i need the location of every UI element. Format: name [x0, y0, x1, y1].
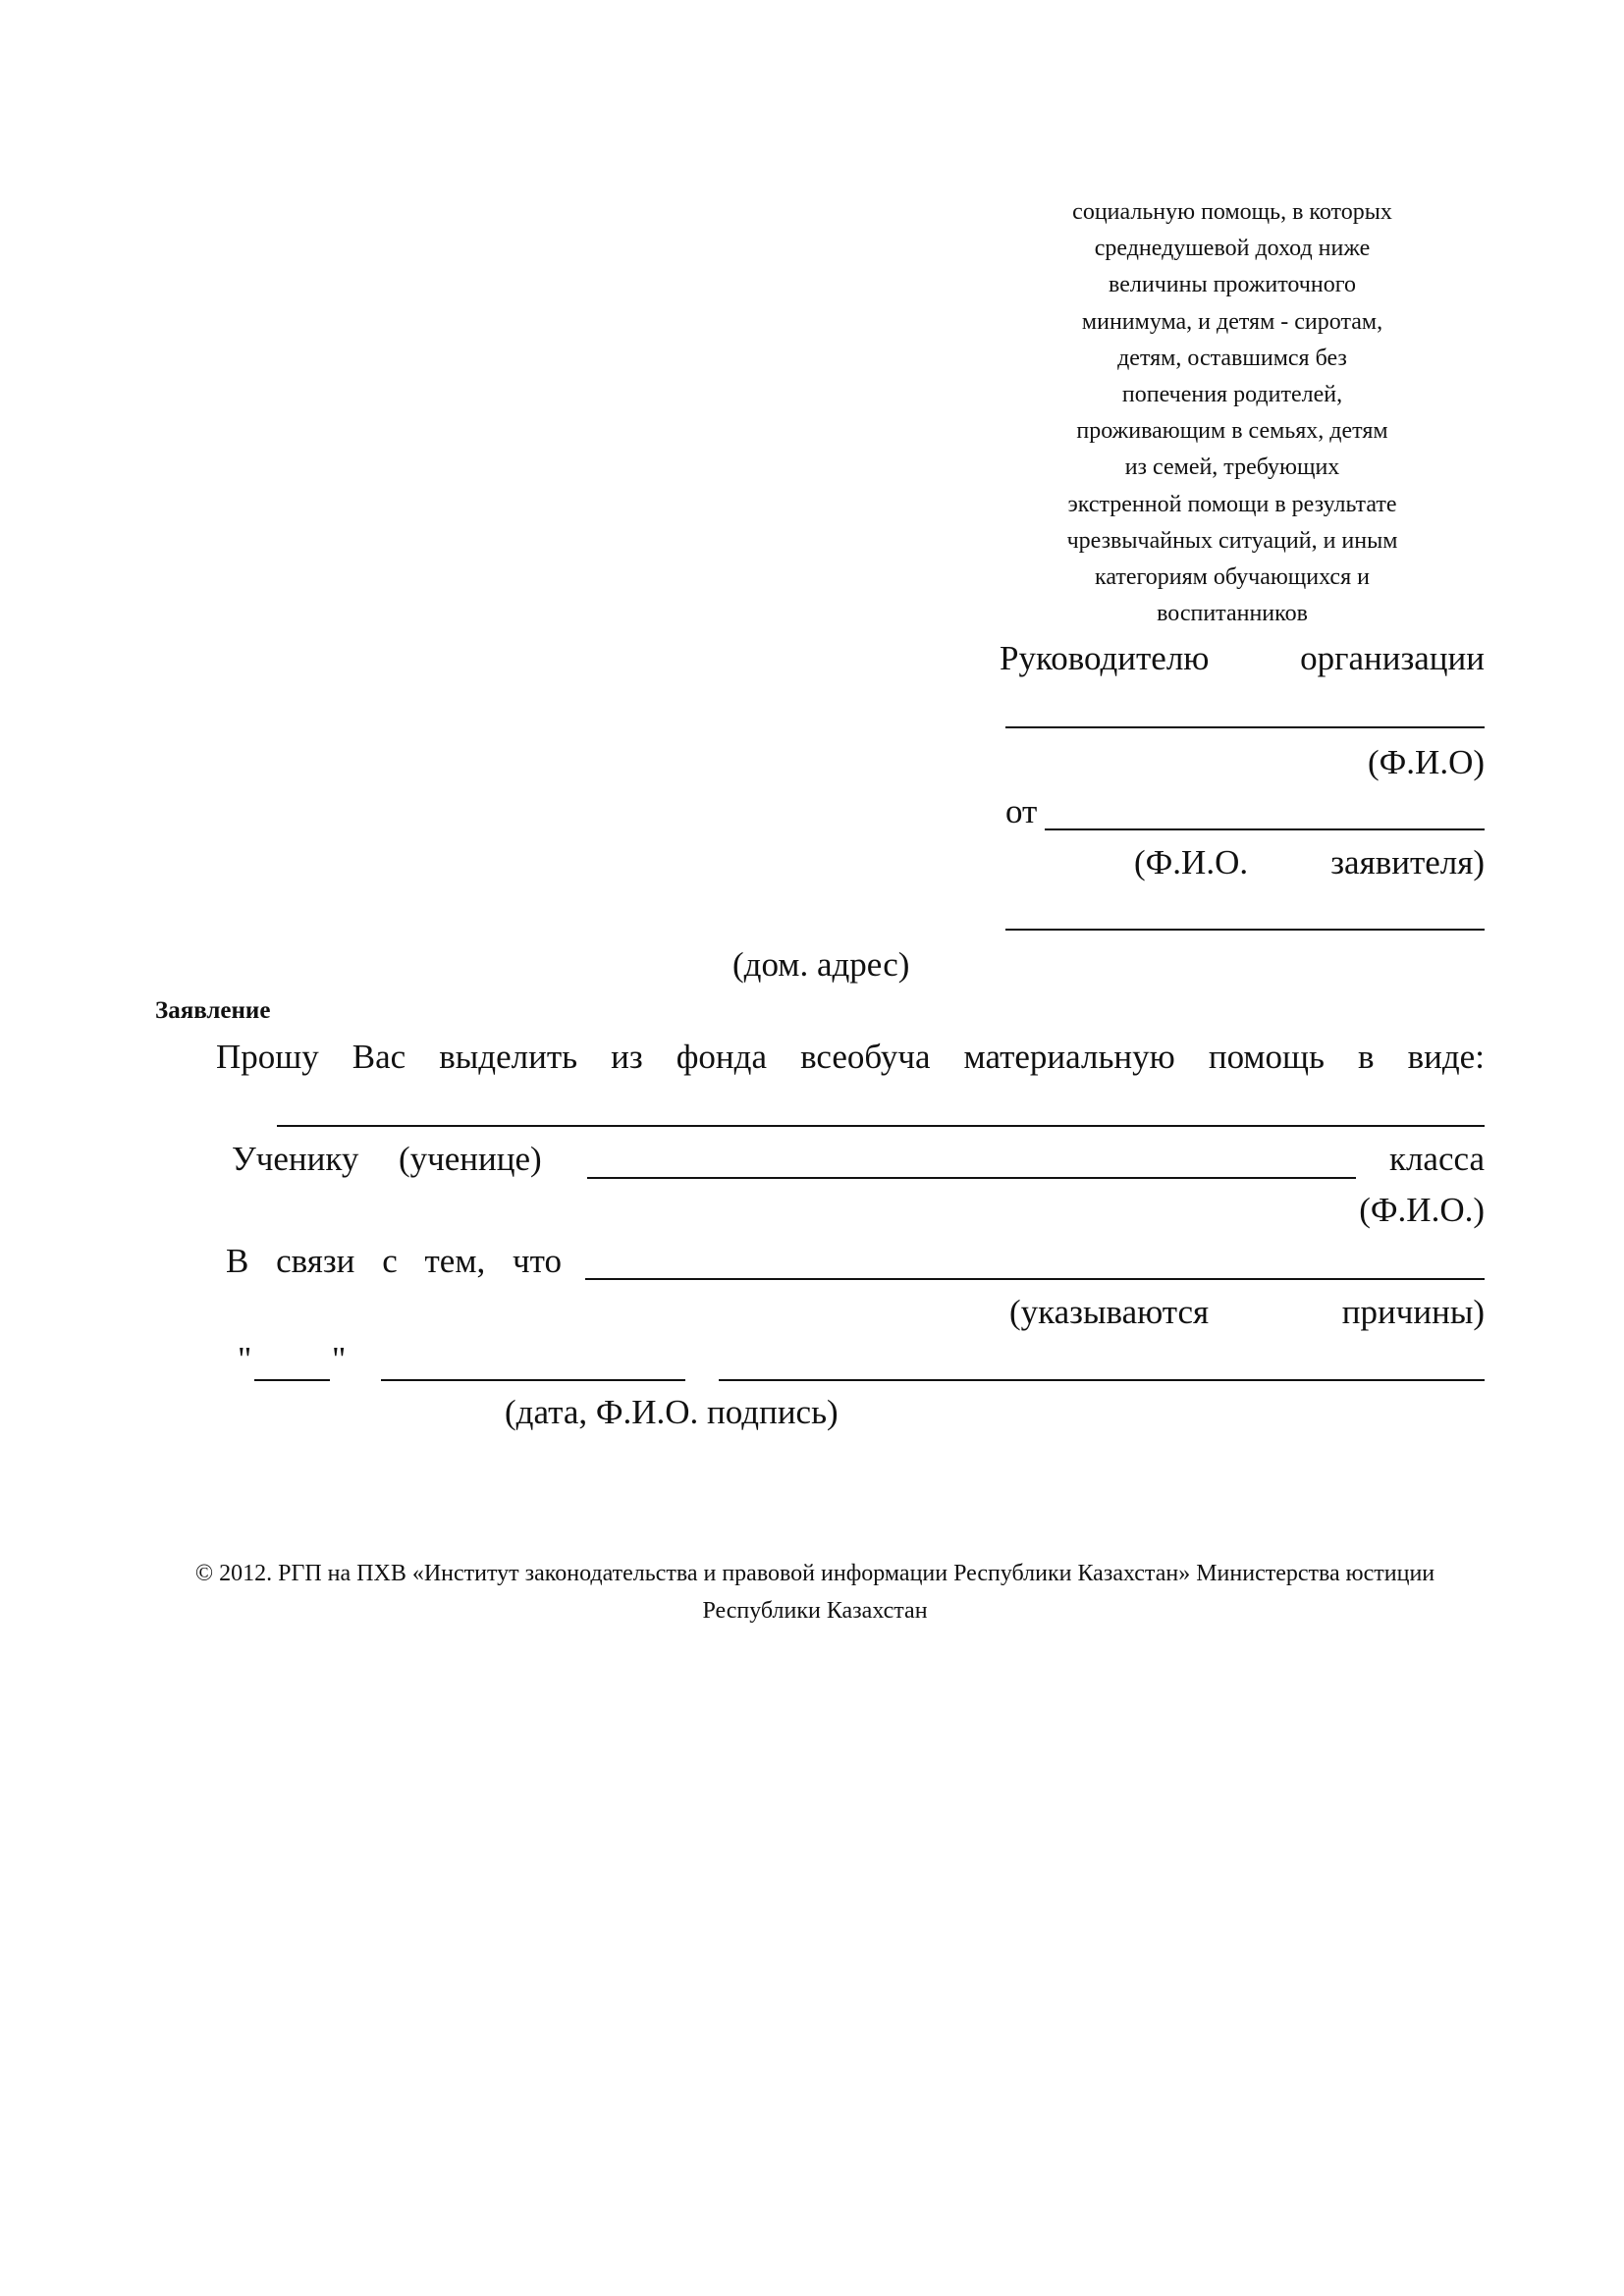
applicant-fio-caption — [1134, 842, 1485, 883]
date-day-field[interactable] — [254, 1379, 330, 1381]
copyright-line: © 2012. РГП на ПХВ «Институт законодательства и правовой информации Республики Казахстан» Министерства юстиции — [194, 1561, 1435, 1586]
recipient-fio-caption: (Ф.И.О) — [1367, 743, 1485, 781]
home-address-caption: (дом. адрес) — [732, 945, 910, 984]
header-note-line: среднедушевой доход ниже — [1094, 236, 1371, 262]
aid-type-field[interactable] — [277, 1125, 1485, 1127]
caption-word: (указываются — [1009, 1293, 1210, 1331]
student-fio-caption: (Ф.И.О.) — [1359, 1191, 1485, 1229]
home-address-field[interactable] — [1005, 929, 1485, 931]
student-name-field[interactable] — [587, 1177, 1356, 1179]
request-word: виде: — [1407, 1038, 1485, 1076]
header-note — [1011, 194, 1453, 632]
reason-word: связи — [276, 1242, 355, 1280]
request-word: из — [611, 1038, 643, 1076]
request-word: выделить — [439, 1038, 578, 1076]
caption-word: причины) — [1341, 1293, 1485, 1331]
class-label: класса — [1388, 1140, 1485, 1178]
recipient-fio-field[interactable] — [1005, 726, 1485, 728]
request-word: фонда — [676, 1038, 768, 1076]
applicant-fio-field[interactable] — [1045, 828, 1485, 830]
reason-word: тем, — [424, 1242, 486, 1280]
header-note-line: воспитанников — [1157, 601, 1308, 627]
header-note-line: из семей, требующих — [1124, 454, 1340, 481]
header-note-line: детям, оставшимся без — [1117, 345, 1347, 371]
header-note-line: социальную помощь, в которых — [1072, 199, 1392, 225]
header-note-line: проживающим в семьях, детям — [1076, 418, 1388, 445]
reason-word: В — [226, 1242, 249, 1280]
header-note-line: чрезвычайных ситуаций, и иным — [1066, 527, 1398, 554]
student-label-1: Ученику — [232, 1140, 359, 1178]
recipient-line — [1000, 638, 1485, 679]
document-title: Заявление — [155, 997, 271, 1024]
reason-intro — [226, 1241, 562, 1282]
reason-word: с — [382, 1242, 398, 1280]
caption-word: (Ф.И.О. — [1134, 843, 1249, 881]
reason-word: что — [513, 1242, 562, 1280]
header-note-line: величины прожиточного — [1109, 272, 1356, 298]
from-label: от — [1005, 792, 1038, 830]
header-note-line: категориям обучающихся и — [1095, 564, 1370, 591]
request-word: помощь — [1208, 1038, 1325, 1076]
student-label-2: (ученице) — [399, 1140, 542, 1178]
date-quote-open: " — [238, 1340, 252, 1378]
reason-field[interactable] — [585, 1278, 1485, 1280]
copyright-line: Республики Казахстан — [702, 1598, 928, 1624]
request-word: Вас — [352, 1038, 406, 1076]
date-quote-close: " — [332, 1340, 347, 1378]
request-word: в — [1358, 1038, 1375, 1076]
copyright-footer — [98, 1555, 1532, 1629]
request-word: материальную — [963, 1038, 1175, 1076]
request-sentence — [216, 1037, 1485, 1078]
header-note-line: экстренной помощи в результате — [1067, 491, 1397, 517]
reason-caption — [1009, 1292, 1485, 1333]
recipient-word: организации — [1300, 639, 1485, 677]
request-word: всеобуча — [800, 1038, 931, 1076]
header-note-line: минимума, и детям - сиротам, — [1081, 308, 1383, 335]
signature-field[interactable] — [719, 1379, 1485, 1381]
recipient-word: Руководителю — [1000, 639, 1210, 677]
date-month-field[interactable] — [381, 1379, 685, 1381]
caption-word: заявителя) — [1330, 843, 1485, 881]
request-word: Прошу — [216, 1038, 319, 1076]
header-note-line: попечения родителей, — [1121, 382, 1343, 408]
signature-caption: (дата, Ф.И.О. подпись) — [505, 1393, 839, 1431]
